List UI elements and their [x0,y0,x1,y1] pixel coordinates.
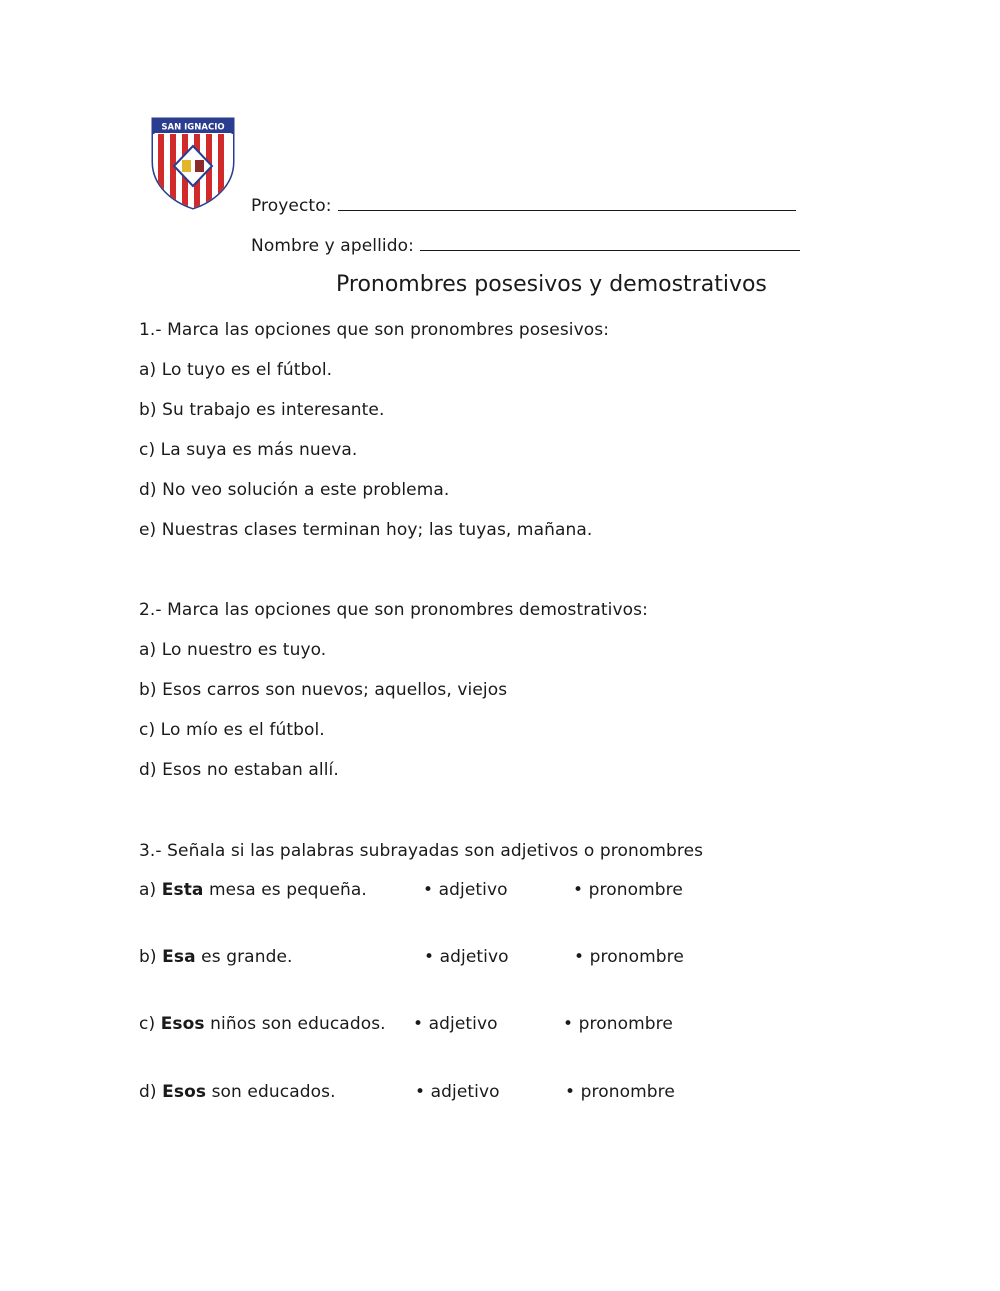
q3-item-rest: son educados. [211,1082,336,1102]
q3-choice-adjetivo[interactable]: • adjetivo [415,1082,500,1102]
q2-prompt: 2.- Marca las opciones que son pronombres demostrativos: [139,600,648,620]
q2-option[interactable]: b) Esos carros son nuevos; aquellos, viejos [139,680,508,700]
q2-option[interactable]: a) Lo nuestro es tuyo. [139,640,327,660]
q3-item-rest: es grande. [201,947,293,967]
q3-item-letter: d) [139,1082,157,1102]
q3-item-rest: niños son educados. [210,1014,386,1034]
page-title: Pronombres posesivos y demostrativos [336,272,767,297]
school-crest-logo [150,116,236,210]
q1-option[interactable]: a) Lo tuyo es el fútbol. [139,360,333,380]
q3-choice-adjetivo[interactable]: • adjetivo [423,880,508,900]
q3-item-letter: b) [139,947,157,967]
q3-choice-adjetivo[interactable]: • adjetivo [424,947,509,967]
q3-choice-pronombre[interactable]: • pronombre [565,1082,675,1102]
q1-option[interactable]: b) Su trabajo es interesante. [139,400,385,420]
q3-item-sentence [139,1082,336,1102]
q1-option[interactable]: e) Nuestras clases terminan hoy; las tuyas, mañana. [139,520,593,540]
q3-item-sentence [139,1014,386,1034]
q3-choice-adjetivo[interactable]: • adjetivo [413,1014,498,1034]
q3-target-word: Esa [162,947,196,967]
svg-text:SAN IGNACIO: SAN IGNACIO [161,122,225,133]
q3-item-rest: mesa es pequeña. [209,880,367,900]
q3-prompt: 3.- Señala si las palabras subrayadas son adjetivos o pronombres [139,841,704,861]
q3-item-letter: c) [139,1014,156,1034]
q3-item-sentence [139,880,367,900]
q3-target-word: Esta [161,880,204,900]
q3-choice-pronombre[interactable]: • pronombre [573,880,683,900]
q3-choice-pronombre[interactable]: • pronombre [574,947,684,967]
q3-item-letter: a) [139,880,157,900]
q3-item-sentence [139,947,293,967]
name-input-line[interactable] [420,232,800,251]
name-field [251,232,800,256]
q1-option[interactable]: c) La suya es más nueva. [139,440,358,460]
q3-target-word: Esos [160,1014,205,1034]
q3-target-word: Esos [162,1082,207,1102]
q1-option[interactable]: d) No veo solución a este problema. [139,480,450,500]
q2-option[interactable]: c) Lo mío es el fútbol. [139,720,325,740]
project-label: Proyecto: [251,196,332,216]
project-input-line[interactable] [338,192,796,211]
q3-choice-pronombre[interactable]: • pronombre [563,1014,673,1034]
q1-prompt: 1.- Marca las opciones que son pronombres posesivos: [139,320,610,340]
project-field [251,192,796,216]
q2-option[interactable]: d) Esos no estaban allí. [139,760,339,780]
name-label: Nombre y apellido: [251,236,414,256]
